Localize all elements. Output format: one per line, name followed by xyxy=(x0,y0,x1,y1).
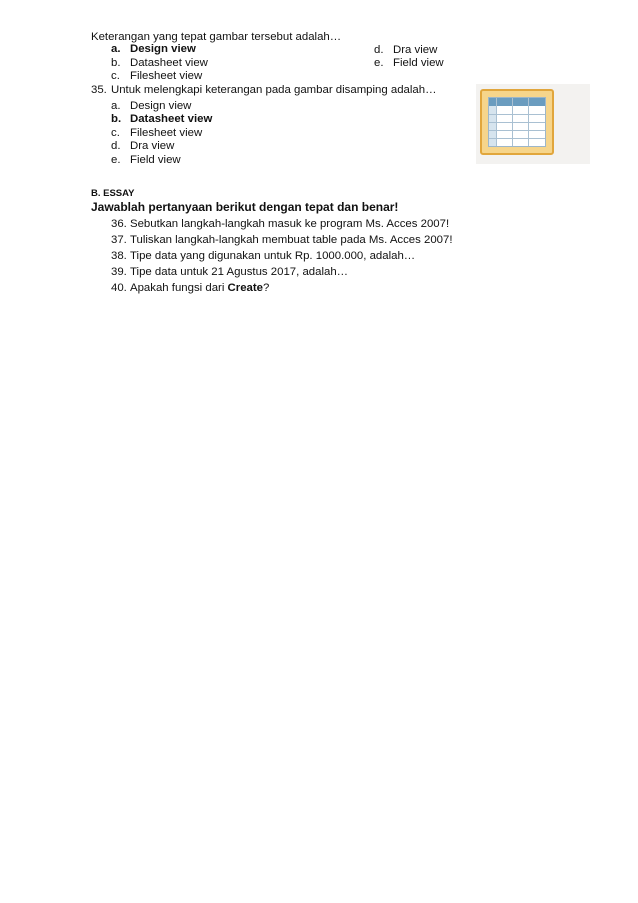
q40-number: 40. xyxy=(111,282,127,294)
q35-option-a-text: Design view xyxy=(130,100,192,112)
q35-option-a-letter: a. xyxy=(111,100,121,112)
q35-number: 35. xyxy=(91,84,107,96)
q35-option-d-letter: d. xyxy=(111,140,121,152)
q40-text-bold: Create xyxy=(227,282,263,294)
q38-text: Tipe data yang digunakan untuk Rp. 1000.000, adalah… xyxy=(130,250,416,262)
q34-option-c-text: Filesheet view xyxy=(130,70,203,82)
q35-option-c-text: Filesheet view xyxy=(130,127,203,139)
q39-text: Tipe data untuk 21 Agustus 2017, adalah… xyxy=(130,266,349,278)
q35-option-e-text: Field view xyxy=(130,154,181,166)
q34-option-b-letter: b. xyxy=(111,57,121,69)
q34-option-a-text: Design view xyxy=(130,43,196,55)
q35-option-d-text: Dra view xyxy=(130,140,175,152)
q35-option-c-letter: c. xyxy=(111,127,120,139)
q35-option-b-text: Datasheet view xyxy=(130,113,213,125)
q37-text: Tuliskan langkah-langkah membuat table pada Ms. Acces 2007! xyxy=(130,234,453,246)
datasheet-table-icon xyxy=(476,84,590,164)
q35-option-b-letter: b. xyxy=(111,113,122,125)
q34-option-d-letter: d. xyxy=(374,44,384,56)
q36-text: Sebutkan langkah-langkah masuk ke program Ms. Acces 2007! xyxy=(130,218,450,230)
q39-number: 39. xyxy=(111,266,127,278)
q40-text-before: Apakah fungsi dari xyxy=(130,282,228,294)
q34-option-b-text: Datasheet view xyxy=(130,57,208,69)
q34-option-a-letter: a. xyxy=(111,43,121,55)
q40-text xyxy=(130,282,269,295)
q34-stem: Keterangan yang tepat gambar tersebut adalah… xyxy=(91,31,342,43)
q38-number: 38. xyxy=(111,250,127,262)
q35-stem: Untuk melengkapi keterangan pada gambar disamping adalah… xyxy=(111,84,437,96)
q40-text-after: ? xyxy=(263,282,270,294)
q34-option-e-letter: e. xyxy=(374,57,384,69)
q36-number: 36. xyxy=(111,218,127,230)
essay-instruction: Jawablah pertanyaan berikut dengan tepat dan benar! xyxy=(91,200,399,214)
q34-option-e-text: Field view xyxy=(393,57,444,69)
q34-option-d-text: Dra view xyxy=(393,44,438,56)
essay-heading: B. ESSAY xyxy=(91,188,135,199)
q35-option-e-letter: e. xyxy=(111,154,121,166)
q34-option-c-letter: c. xyxy=(111,70,120,82)
q37-number: 37. xyxy=(111,234,127,246)
